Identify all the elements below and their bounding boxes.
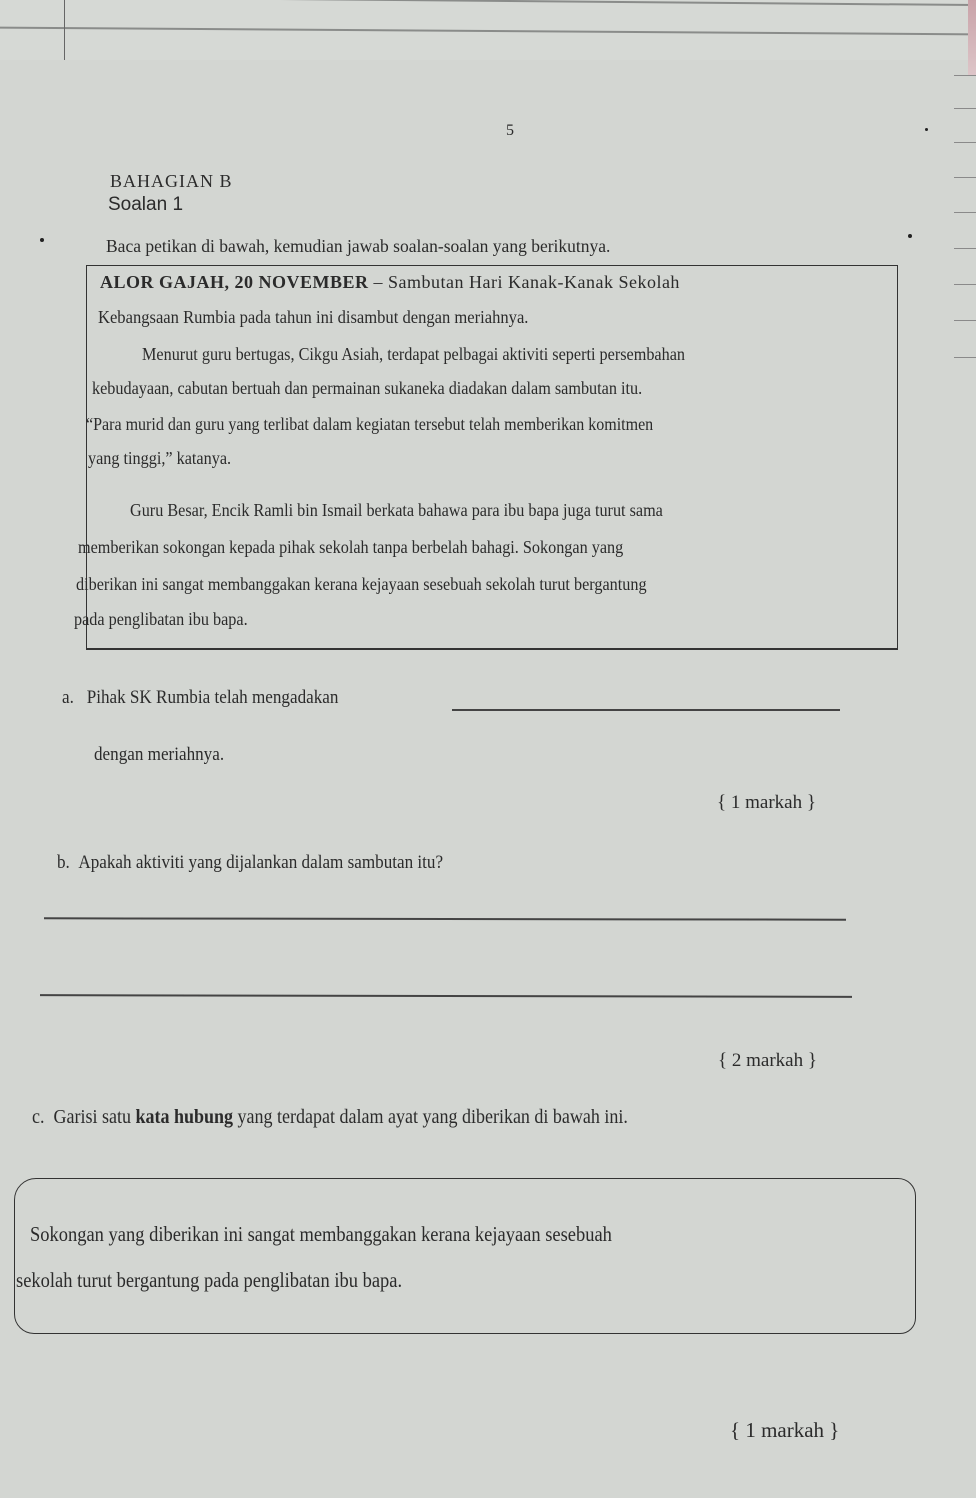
question-c-text-after: yang terdapat dalam ayat yang diberikan di bawah ini. — [233, 1106, 628, 1128]
passage-line-7: Guru Besar, Encik Ramli bin Ismail berkata bahawa para ibu bapa juga turut sama — [130, 500, 663, 520]
dateline-dash: – — [368, 272, 389, 292]
passage-line-4: kebudayaan, cabutan bertuah dan permainan sukaneka diadakan dalam sambutan itu. — [92, 378, 643, 398]
question-c-text-bold: kata hubung — [135, 1106, 234, 1128]
question-c-label: c. — [32, 1106, 45, 1128]
edge-tick — [954, 177, 976, 178]
sentence-box — [14, 1178, 916, 1334]
dateline: ALOR GAJAH, 20 NOVEMBER — [100, 272, 369, 292]
sentence-line-2[interactable]: sekolah turut bergantung pada penglibatan ibu bapa. — [16, 1268, 403, 1292]
edge-tick — [954, 284, 976, 285]
passage-line-8: memberikan sokongan kepada pihak sekolah tanpa berbelah bahagi. Sokongan yang — [78, 537, 624, 557]
passage-line-10: pada penglibatan ibu bapa. — [74, 609, 248, 629]
speck — [40, 238, 44, 242]
edge-tick — [954, 75, 976, 76]
speck — [925, 128, 928, 131]
sheet-margin-line — [64, 0, 65, 60]
answer-b-field-2[interactable] — [40, 994, 852, 997]
instruction-text: Baca petikan di bawah, kemudian jawab soalan-soalan yang berikutnya. — [106, 236, 611, 256]
section-title: BAHAGIAN B — [110, 171, 233, 191]
sheet-edge-pink — [968, 0, 976, 75]
edge-tick — [954, 320, 976, 321]
marks-c: { 1 markah } — [730, 1418, 840, 1442]
question-c — [32, 1106, 628, 1129]
passage-line-2: Kebangsaan Rumbia pada tahun ini disambut dengan meriahnya. — [98, 307, 529, 327]
speck — [908, 234, 912, 238]
marks-b: { 2 markah } — [718, 1050, 817, 1071]
answer-a-field[interactable] — [452, 709, 840, 711]
question-b-label: b. — [57, 852, 70, 873]
page-number: 5 — [506, 122, 514, 139]
passage-line-1 — [100, 272, 680, 293]
question-a-text: Pihak SK Rumbia telah mengadakan — [86, 687, 339, 708]
edge-tick — [954, 248, 976, 249]
edge-tick — [954, 357, 976, 358]
edge-tick — [954, 108, 976, 109]
question-a-label: a. — [62, 687, 74, 708]
question-b — [57, 852, 443, 874]
question-c-text-before: Garisi satu — [53, 1106, 136, 1128]
passage-text: Sambutan Hari Kanak-Kanak Sekolah — [388, 272, 680, 292]
marks-a: { 1 markah } — [717, 792, 816, 813]
edge-tick — [954, 212, 976, 213]
answer-b-field-1[interactable] — [44, 917, 846, 920]
passage-line-6: yang tinggi,” katanya. — [88, 448, 232, 468]
question-a-continuation: dengan meriahnya. — [94, 744, 225, 765]
passage-line-3: Menurut guru bertugas, Cikgu Asiah, terdapat pelbagai aktiviti seperti persembahan — [142, 344, 686, 364]
edge-tick — [954, 142, 976, 143]
passage-line-5: “Para murid dan guru yang terlibat dalam kegiatan tersebut telah memberikan komitmen — [86, 414, 654, 434]
passage-line-9: diberikan ini sangat membanggakan kerana kejayaan sesebuah sekolah turut bergantung — [76, 574, 647, 594]
question-a — [62, 687, 338, 709]
question-label: Soalan 1 — [108, 194, 184, 215]
sentence-line-1[interactable]: Sokongan yang diberikan ini sangat membanggakan kerana kejayaan sesebuah — [30, 1222, 612, 1246]
question-b-text: Apakah aktiviti yang dijalankan dalam sambutan itu? — [78, 852, 444, 873]
